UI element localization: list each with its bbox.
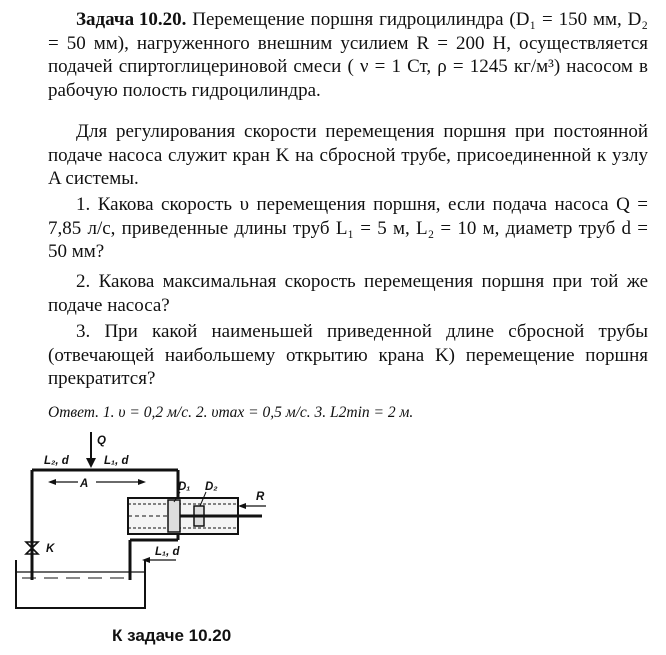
pump-inflow-arrow: [86, 458, 96, 468]
figure-caption: К задаче 10.20: [112, 626, 232, 645]
label-d2: D₂: [205, 481, 218, 493]
label-l1d-top: L₁, d: [104, 455, 129, 467]
hydraulic-scheme-diagram: [0, 420, 666, 625]
question-2: 2. Какова максимальная скорость перемещения поршня при той же подаче насоса?: [48, 271, 648, 316]
problem-statement: [48, 8, 648, 102]
force-r-arrow: [238, 503, 246, 509]
answer-line: Ответ. 1. υ = 0,2 м/с. 2. υmax = 0,5 м/с. 3. L2min = 2 м.: [48, 404, 414, 421]
flow-arrow-left-head: [48, 479, 56, 485]
piston-d1: [168, 500, 180, 532]
label-d1: D₁: [178, 481, 191, 493]
label-k: K: [46, 543, 55, 555]
question-1: 1. Какова скорость υ перемещения поршня, если подача насоса Q = 7,85 л/с, приведенные длины труб L₁ = 5 м, L₂ = 10 м, диаметр труб d = 50 мм?: [48, 194, 648, 262]
label-a: A: [80, 478, 89, 490]
reservoir-tank: [16, 560, 145, 608]
label-l2d: L₂, d: [44, 455, 69, 467]
question-3: 3. При какой наименьшей приведенной длине сбросной трубы (отвечающей наибольшему открытию крана K) перемещение поршня прекратится?: [48, 321, 648, 389]
label-l1d-bottom: L₁, d: [155, 546, 180, 558]
problem-title: Задача 10.20.: [76, 9, 187, 30]
flow-arrow-right-head: [138, 479, 146, 485]
label-q: Q: [97, 435, 106, 447]
paragraph-regulation: Для регулирования скорости перемещения поршня при постоянной подаче насоса служит кран K на сбросной трубе, присоединенной к узлу A системы.: [48, 121, 648, 189]
label-r: R: [256, 491, 265, 503]
problem-statement-text: Перемещение поршня гидроцилиндра (D₁ = 150 мм, D₂ = 50 мм), нагруженного внешним усилием R = 200 Н, осуществляется подачей спиртоглицериновой смеси ( ν = 1 Ст, ρ = 1245 кг/м³) насосом в рабочую полость гидроцилиндра.: [48, 9, 649, 101]
